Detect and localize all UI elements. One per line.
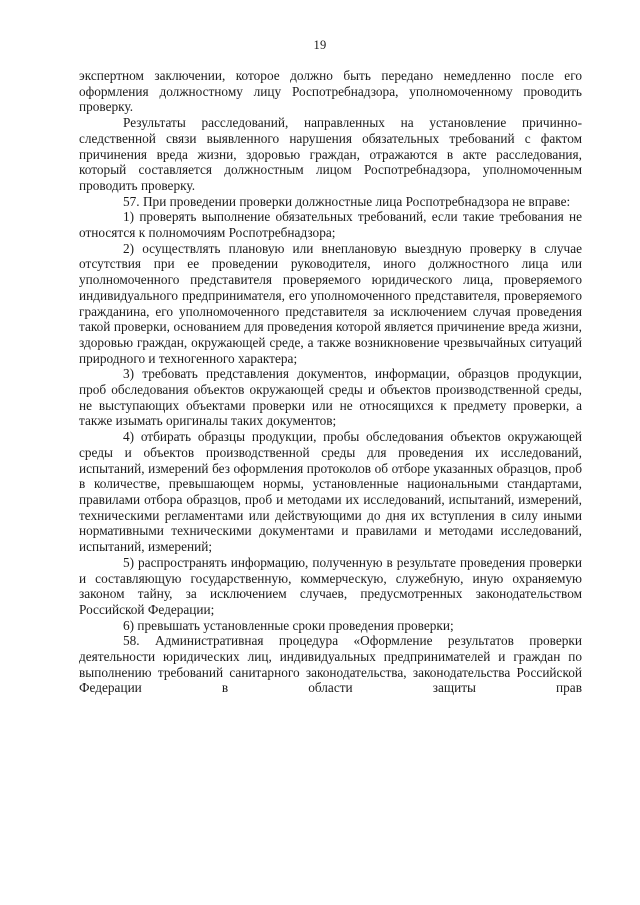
paragraph-item-57-4: 4) отбирать образцы продукции, пробы обследования объектов окружающей среды и объектов производственной среды для проведения их исследований, испытаний, измерений без оформления протоколов об отборе указанных образцов, проб в количестве, превышающем нормы, установленные национальными стандартами, правилами отбора образцов, проб и методами их исследований, испытаний, измерений, техническими регламентами или действующими до дня их вступления в силу иными нормативными техническими документами и правилами и методами исследований, испытаний, измерений; bbox=[79, 429, 582, 555]
paragraph-continuation: экспертном заключении, которое должно быть передано немедленно после его оформления должностному лицу Роспотребнадзора, уполномоченному проводить проверку. bbox=[79, 68, 582, 115]
page-number: 19 bbox=[313, 38, 327, 52]
paragraph-item-57: 57. При проведении проверки должностные лица Роспотребнадзора не вправе: bbox=[123, 193, 571, 209]
paragraph-item-57-2: 2) осуществлять плановую или внеплановую выездную проверку в случае отсутствия при ее проведении руководителя, иного должностного лица или уполномоченного представителя проверяемого юридического лица, проверяемого индивидуального предпринимателя, его уполномоченного представителя, проверяемого гражданина, его уполномоченного представителя за исключением случая проведения такой проверки, основанием для проведения которой является причинение вреда жизни, здоровью граждан, окружающей среде, а также возникновение чрезвычайных ситуаций природного и техногенного характера; bbox=[79, 240, 582, 366]
paragraph-item-57-6: 6) превышать установленные сроки проведения проверки; bbox=[123, 617, 454, 633]
paragraph-item-57-5: 5) распространять информацию, полученную в результате проведения проверки и составляющую государственную, коммерческую, служебную, иную охраняемую законом тайну, за исключением случаев, предусмотренных законодательством Российской Федерации; bbox=[79, 554, 582, 617]
paragraph-item-57-1: 1) проверять выполнение обязательных требований, если такие требования не относятся к полномочиям Роспотребнадзора; bbox=[79, 209, 582, 241]
document-body bbox=[79, 68, 582, 696]
paragraph-item-57-3: 3) требовать представления документов, информации, образцов продукции, проб обследования объектов окружающей среды и объектов производственной среды, не выступающих объектами проверки или не относящихся к предмету проверки, а также изымать оригиналы таких документов; bbox=[79, 366, 582, 429]
paragraph-investigation-results: Результаты расследований, направленных на установление причинно-следственной связи выявленного нарушения обязательных требований с фактом причинения вреда жизни, здоровью граждан, отражаются в акте расследования, который составляется должностным лицом Роспотребнадзора, уполномоченным проводить проверку. bbox=[79, 115, 582, 193]
paragraph-item-58: 58. Административная процедура «Оформление результатов проверки деятельности юридических лиц, индивидуальных предпринимателей и граждан по выполнению требований санитарного законодательства, законодательства Российской Федерации в области защиты прав bbox=[79, 633, 582, 696]
